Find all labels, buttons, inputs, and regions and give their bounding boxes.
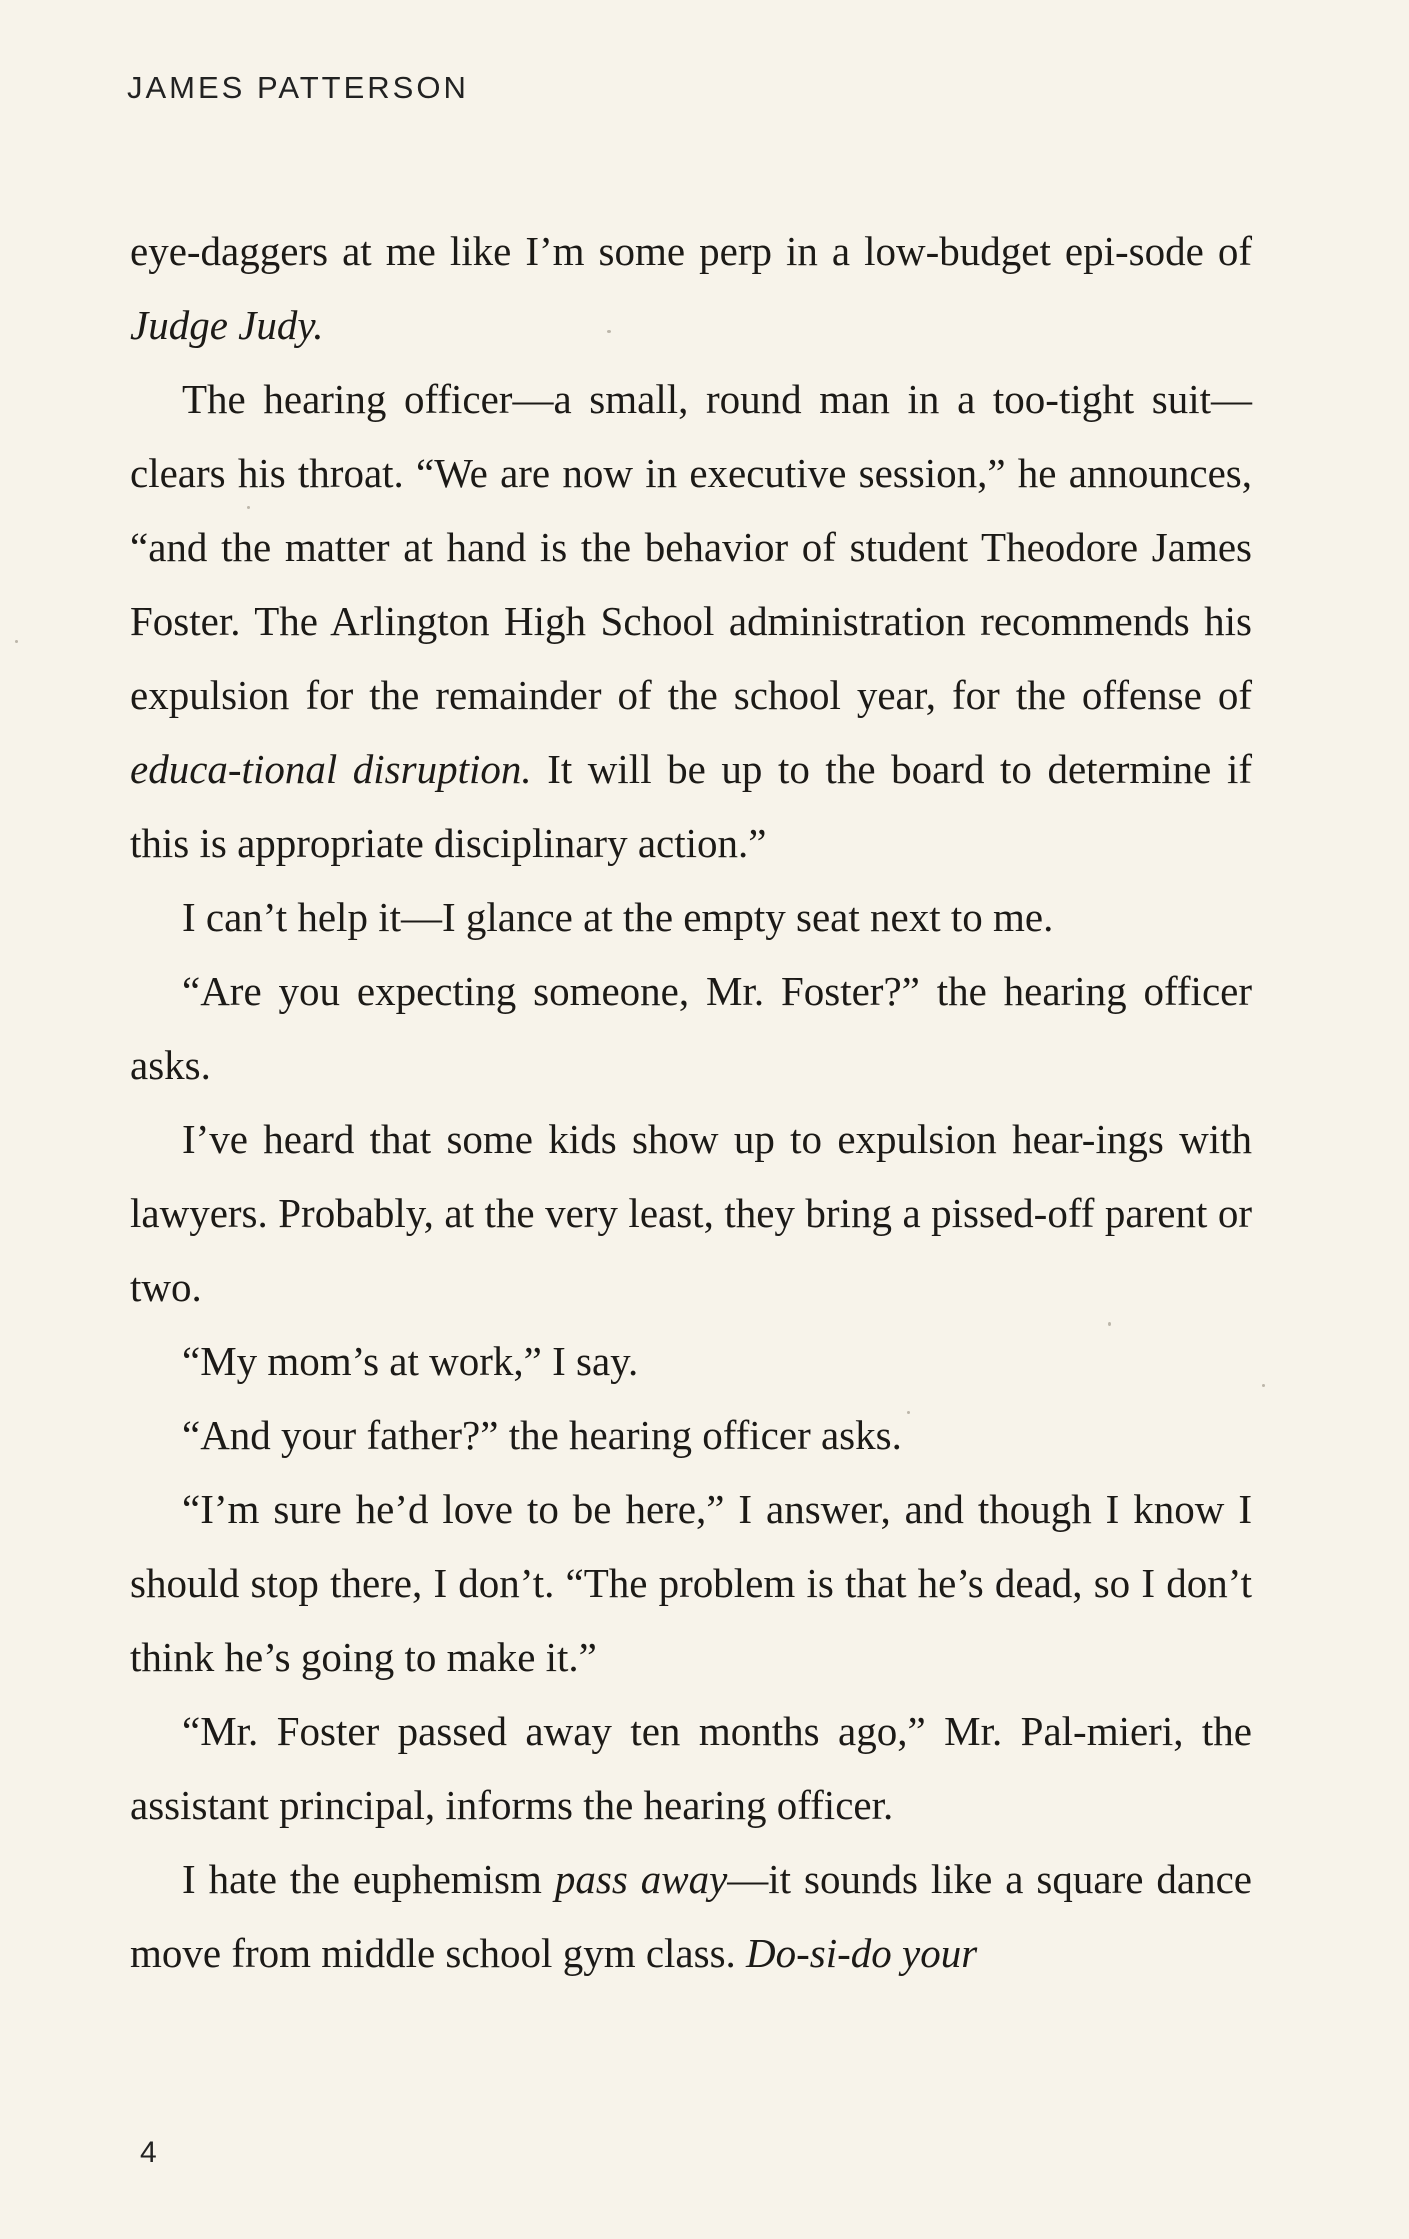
- paragraph: [130, 1842, 1252, 1990]
- print-speck: [15, 640, 18, 643]
- body-text: [130, 214, 1252, 1990]
- text-run: “Mr. Foster passed away ten months ago,” Mr. Pal-mieri, the assistant principal, informs the hearing officer.: [130, 1708, 1252, 1828]
- italic-text: Do-si-do your: [746, 1930, 978, 1976]
- text-run: “My mom’s at work,” I say.: [182, 1338, 639, 1384]
- paragraph: [130, 1324, 1252, 1398]
- text-run: I can’t help it—I glance at the empty seat next to me.: [182, 894, 1054, 940]
- text-run: The hearing officer—a small, round man in a too-tight suit—clears his throat. “We are now in executive session,” he announces, “and the matter at hand is the behavior of student Theodore James Foster. The Arlington High School administration recommends his expulsion for the remainder of the school year, for the offense of: [130, 376, 1252, 718]
- print-speck: [1108, 1322, 1111, 1326]
- print-speck: [907, 1411, 910, 1414]
- paragraph: [130, 1472, 1252, 1694]
- text-run: It will be up to the board to determine if this is appropriate disciplinary action.”: [130, 746, 1252, 866]
- text-run: —it sounds like a square dance move from middle school gym class.: [130, 1856, 1252, 1976]
- paragraph: [130, 214, 1252, 362]
- text-run: I’ve heard that some kids show up to expulsion hear-ings with lawyers. Probably, at the very least, they bring a pissed-off parent or two.: [130, 1116, 1252, 1310]
- print-speck: [607, 330, 611, 333]
- text-run: “Are you expecting someone, Mr. Foster?” the hearing officer asks.: [130, 968, 1252, 1088]
- paragraph: [130, 954, 1252, 1102]
- print-speck: [1262, 1384, 1265, 1387]
- italic-text: educa-tional disruption.: [130, 746, 532, 792]
- text-run: I hate the euphemism: [182, 1856, 555, 1902]
- paragraph: [130, 1398, 1252, 1472]
- text-run: eye-daggers at me like I’m some perp in a low-budget epi-sode of: [130, 228, 1252, 274]
- italic-text: pass away: [554, 1856, 728, 1902]
- italic-text: Judge Judy.: [130, 302, 324, 348]
- paragraph: [130, 880, 1252, 954]
- paragraph: [130, 1694, 1252, 1842]
- page-number: 4: [140, 2136, 157, 2169]
- text-run: “I’m sure he’d love to be here,” I answer, and though I know I should stop there, I don’t. “The problem is that he’s dead, so I don’t think he’s going to make it.”: [130, 1486, 1252, 1680]
- paragraph: [130, 1102, 1252, 1324]
- paragraph: [130, 362, 1252, 880]
- print-speck: [247, 506, 250, 509]
- running-head: JAMES PATTERSON: [127, 70, 469, 105]
- text-run: “And your father?” the hearing officer asks.: [182, 1412, 902, 1458]
